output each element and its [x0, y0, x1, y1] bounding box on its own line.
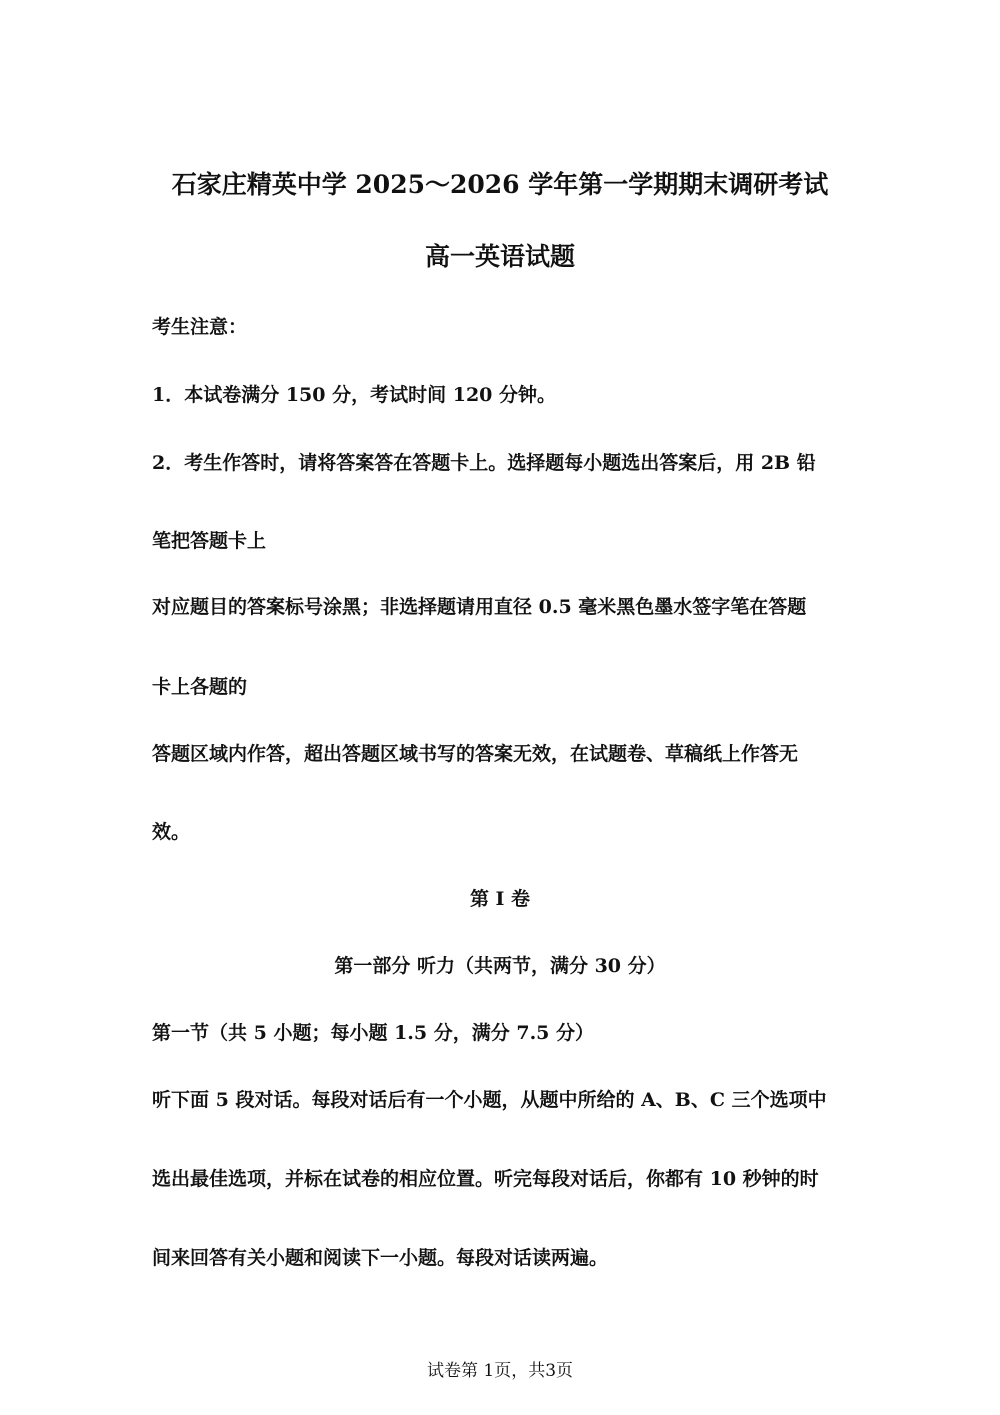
notice-line: 1．本试卷满分 150 分，考试时间 120 分钟。: [152, 384, 557, 406]
part-heading: 第一部分 听力（共两节，满分 30 分）: [334, 955, 666, 977]
notice-line: 笔把答题卡上: [152, 530, 267, 552]
exam-subtitle: 高一英语试题: [424, 242, 575, 271]
page-footer: 试卷第 1页，共3页: [426, 1361, 574, 1381]
notice-line: 卡上各题的: [152, 676, 248, 698]
volume-heading: 第 I 卷: [469, 888, 531, 910]
notice-line: 效。: [152, 821, 191, 843]
notice-line: 2．考生作答时，请将答案答在答题卡上。选择题每小题选出答案后，用 2B 铅: [152, 452, 816, 474]
instruction-line: 间来回答有关小题和阅读下一小题。每段对话读两遍。: [152, 1247, 609, 1269]
exam-title: 石家庄精英中学 2025～2026 学年第一学期期末调研考试: [171, 170, 829, 199]
instruction-line: 听下面 5 段对话。每段对话后有一个小题，从题中所给的 A、B、C 三个选项中: [152, 1089, 827, 1111]
instruction-line: 选出最佳选项，并标在试卷的相应位置。听完每段对话后，你都有 10 秒钟的时: [152, 1168, 819, 1190]
notice-line: 对应题目的答案标号涂黑；非选择题请用直径 0.5 毫米黑色墨水签字笔在答题: [152, 596, 807, 618]
section-heading: 第一节（共 5 小题；每小题 1.5 分，满分 7.5 分）: [152, 1022, 595, 1044]
notice-heading: 考生注意：: [152, 316, 248, 338]
notice-line: 答题区域内作答，超出答题区域书写的答案无效，在试题卷、草稿纸上作答无: [152, 743, 799, 765]
